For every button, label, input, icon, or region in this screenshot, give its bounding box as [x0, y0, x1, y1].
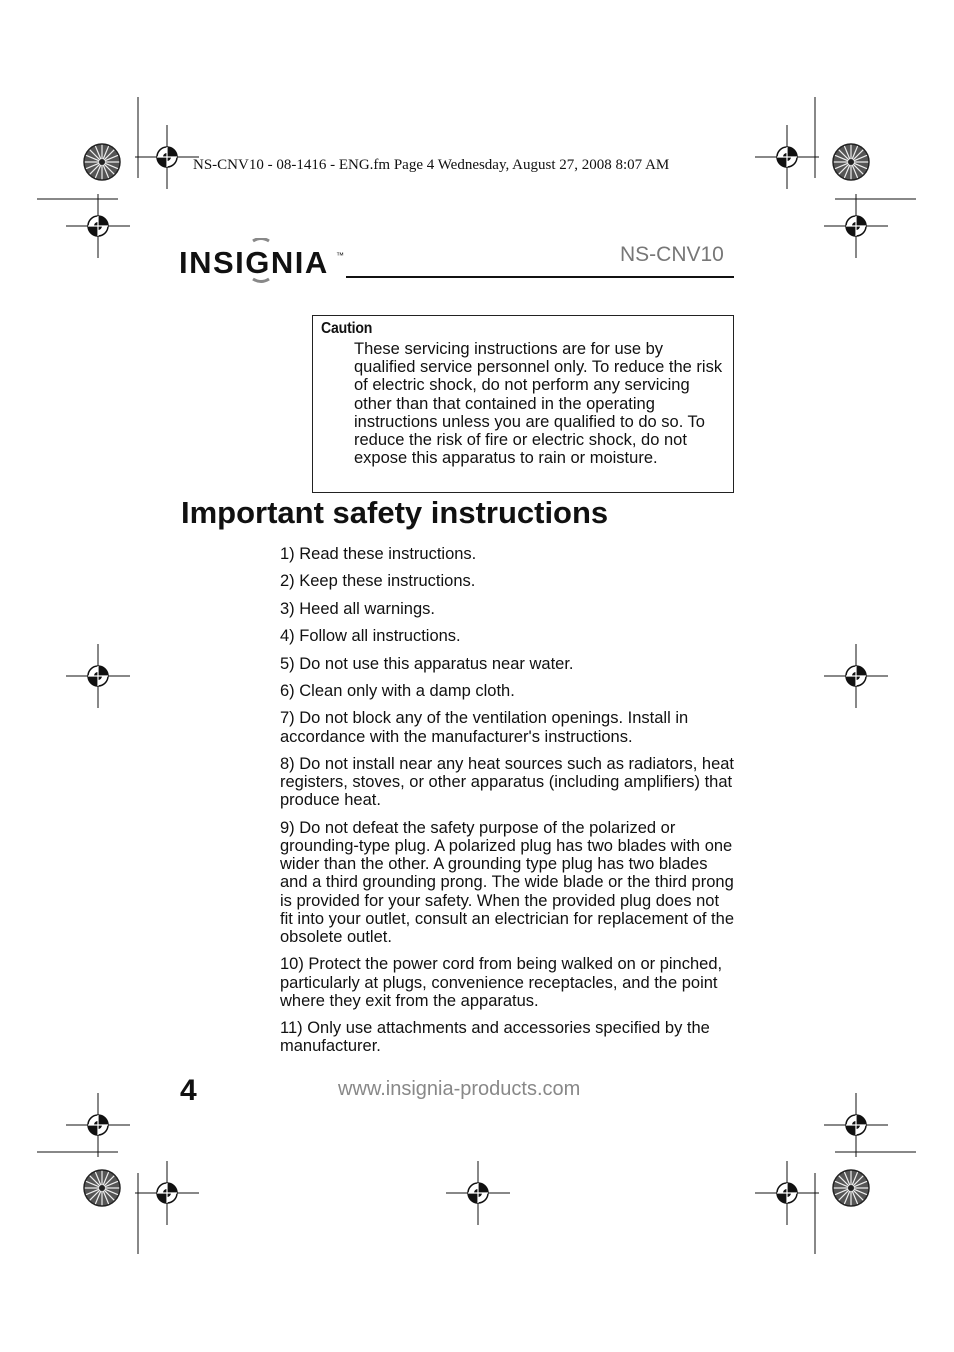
registration-target-icon: [755, 125, 819, 189]
registration-target-icon: [824, 194, 888, 258]
file-slug-line: NS-CNV10 - 08-1416 - ENG.fm Page 4 Wednesday, August 27, 2008 8:07 AM: [193, 157, 670, 173]
caution-box: [312, 315, 734, 493]
website-url: www.insignia-products.com: [338, 1078, 581, 1100]
list-item: 8) Do not install near any heat sources such as radiators, heat registers, stoves, or other apparatus (including amplifiers) that produce heat.: [280, 754, 734, 810]
caution-title: Caution: [321, 320, 373, 337]
registration-target-icon: [66, 644, 130, 708]
registration-target-icon: [824, 644, 888, 708]
list-item: 2) Keep these instructions.: [280, 572, 476, 591]
list-item: 1) Read these instructions.: [280, 545, 477, 563]
registration-target-icon: [446, 1161, 510, 1225]
model-number: NS-CNV10: [620, 243, 724, 266]
list-item: 3) Heed all warnings.: [280, 599, 435, 618]
insignia-logo: [179, 238, 347, 289]
color-bar-starburst-icon: [84, 144, 120, 180]
logo-wordmark: INSIGNIA: [179, 245, 329, 280]
header-rule: [346, 276, 734, 278]
page-number: 4: [180, 1074, 197, 1107]
instruction-list: [280, 545, 735, 1065]
color-bar-starburst-icon: [833, 144, 869, 180]
logo-trademark: ™: [336, 251, 344, 260]
list-item: 4) Follow all instructions.: [280, 627, 461, 646]
registration-target-icon: [135, 125, 199, 189]
color-bar-starburst-icon: [833, 1170, 869, 1206]
list-item: 11) Only use attachments and accessories specified by the manufacturer.: [280, 1019, 710, 1056]
insignia-logo-icon: [179, 238, 347, 284]
list-item: 6) Clean only with a damp cloth.: [280, 681, 515, 700]
list-item: 5) Do not use this apparatus near water.: [280, 654, 574, 673]
registration-target-icon: [66, 1093, 130, 1157]
list-item: 9) Do not defeat the safety purpose of the polarized or grounding-type plug. A polarized plug has two blades with one wider than the other. A grounding type plug has two blades and a third grounding prong. The wide blade or the third prong is provided for your safety. When the provided plug does not fit into your outlet, consult an electrician for replacement of the obsolete outlet.: [280, 818, 734, 946]
registration-target-icon: [755, 1161, 819, 1225]
registration-target-icon: [66, 194, 130, 258]
registration-target-icon: [824, 1093, 888, 1157]
color-bar-starburst-icon: [84, 1170, 120, 1206]
section-title: Important safety instructions: [181, 495, 609, 530]
caution-body: These servicing instructions are for use by qualified service personnel only. To reduce the risk of electric shock, do not perform any servicing other than that contained in the operating instructions unless you are qualified to do so. To reduce the risk of fire or electric shock, do not expose this apparatus to rain or moisture.: [354, 340, 723, 468]
list-item: 7) Do not block any of the ventilation openings. Install in accordance with the manufacturer's instructions.: [280, 709, 689, 746]
registration-target-icon: [135, 1161, 199, 1225]
list-item: 10) Protect the power cord from being walked on or pinched, particularly at plugs, convenience receptacles, and the point where they exit from the apparatus.: [280, 955, 723, 1010]
